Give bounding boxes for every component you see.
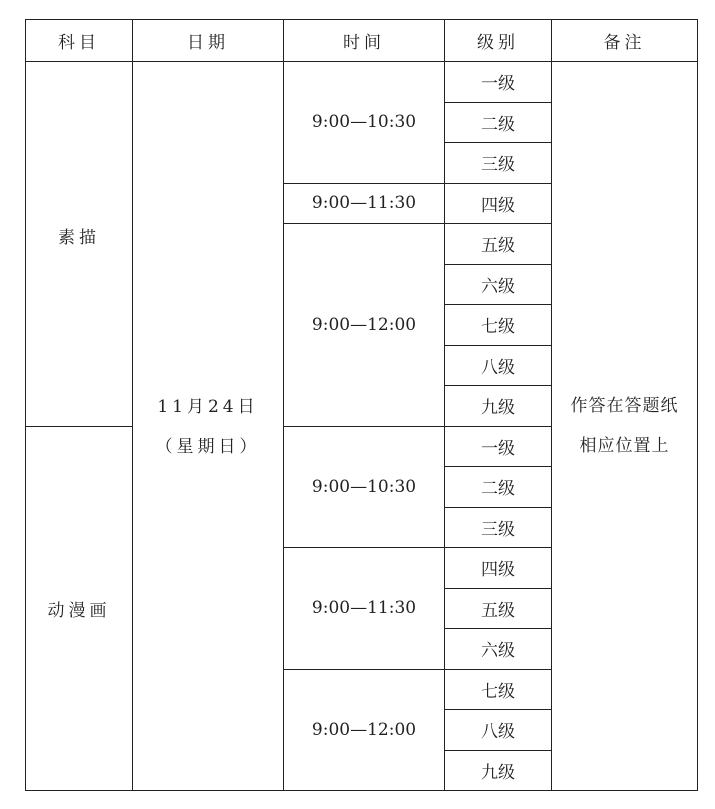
- note-line-2: 相应位置上: [579, 436, 670, 456]
- table-row: [26, 62, 698, 103]
- time-cell: 9:00—10:30: [284, 62, 445, 184]
- level-cell: 二级: [445, 467, 552, 508]
- subject-cell: [26, 426, 133, 791]
- level-cell: 四级: [445, 548, 552, 589]
- subject-name: 动漫画: [47, 600, 111, 621]
- level-cell: 五级: [445, 588, 552, 629]
- level-cell: 一级: [445, 426, 552, 467]
- level-cell: 九级: [445, 750, 552, 791]
- note-cell: [552, 62, 698, 791]
- level-cell: 七级: [445, 305, 552, 346]
- level-cell: 五级: [445, 224, 552, 265]
- level-cell: 八级: [445, 710, 552, 751]
- time-cell: 9:00—11:30: [284, 183, 445, 224]
- header-level: 级别: [445, 20, 552, 62]
- date-cell: [133, 62, 284, 791]
- time-cell: 9:00—11:30: [284, 548, 445, 670]
- header-time: 时间: [284, 20, 445, 62]
- date-line-1: 11月24日: [157, 397, 259, 417]
- level-cell: 三级: [445, 507, 552, 548]
- subject-cell: [26, 62, 133, 427]
- subject-name: 素描: [58, 228, 100, 249]
- level-cell: 四级: [445, 183, 552, 224]
- header-row: [26, 20, 698, 62]
- level-cell: 八级: [445, 345, 552, 386]
- date-line-2: （星期日）: [155, 437, 261, 457]
- level-cell: 六级: [445, 629, 552, 670]
- note-line-1: 作答在答题纸: [570, 396, 679, 416]
- time-cell: 9:00—12:00: [284, 224, 445, 427]
- header-subject: 科目: [26, 20, 133, 62]
- header-note: 备注: [552, 20, 698, 62]
- level-cell: 二级: [445, 102, 552, 143]
- level-cell: 九级: [445, 386, 552, 427]
- level-cell: 三级: [445, 143, 552, 184]
- time-cell: 9:00—10:30: [284, 426, 445, 548]
- level-cell: 一级: [445, 62, 552, 103]
- level-cell: 六级: [445, 264, 552, 305]
- exam-schedule-table: [25, 19, 698, 791]
- level-cell: 七级: [445, 669, 552, 710]
- time-cell: 9:00—12:00: [284, 669, 445, 791]
- header-date: 日期: [133, 20, 284, 62]
